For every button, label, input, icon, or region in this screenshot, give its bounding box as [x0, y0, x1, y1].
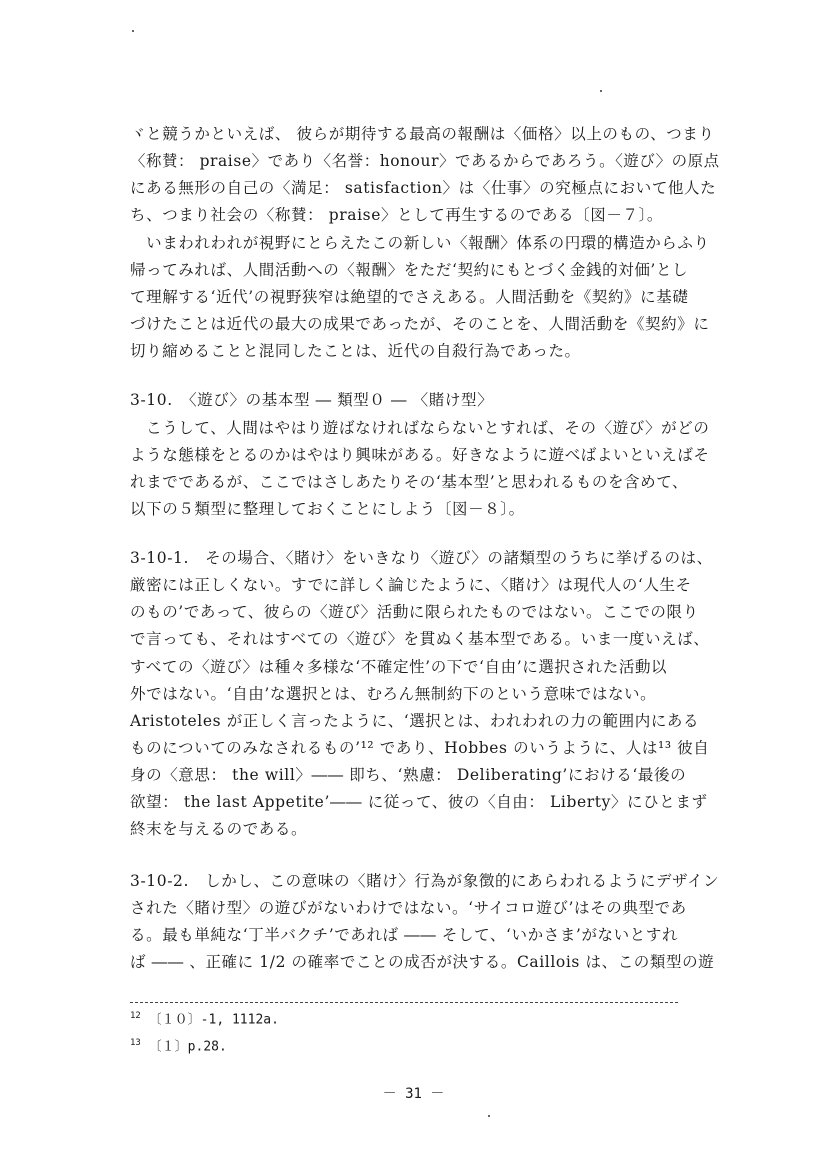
text-line: る。最も単純な‘丁半バクチ’であれば ―― そして、‘いかさま’がないとすれ: [130, 926, 679, 944]
text-line: れまでであるが、ここではさしあたりその‘基本型’と思われるものを含めて、: [130, 473, 689, 491]
text-line: 〈称賛： praise〉であり〈名誉：honour〉であるからであろう。〈遊び〉の原点: [130, 152, 720, 170]
page-number: － 31 －: [382, 1086, 445, 1102]
text-line: いまわれわれが視野にとらえたこの新しい〈報酬〉体系の円環的構造からふり: [130, 234, 710, 252]
text-line: て理解する‘近代’の視野狭窄は絶望的でさえある。人間活動を《契約》に基礎: [130, 288, 689, 306]
scan-speck: [600, 90, 602, 92]
text-line: 欲望： the last Appetite’―― に従って、彼の〈自由： Liberty〉にひとまず: [130, 793, 708, 811]
footnote-mark: 12: [130, 1011, 141, 1021]
text-line: 厳密には正しくない。すでに詳しく論じたように、〈賭け〉は現代人の‘人生そ: [130, 576, 692, 594]
text-line: Aristoteles が正しく言ったように、‘選択とは、われわれの力の範囲内にある: [130, 712, 700, 730]
text-line: すべての〈遊び〉は種々多様な‘不確定性’の下で‘自由’に選択された活動以: [130, 658, 668, 676]
section-heading: 3-10. 〈遊び〉の基本型 ― 類型０ ― 〈賭け型〉: [130, 391, 494, 409]
text-line: された〈賭け型〉の遊びがないわけではない。‘サイコロ遊び’はその典型であ: [130, 899, 687, 917]
text-line: づけたことは近代の最大の成果であったが、そのことを、人間活動を《契約》に: [130, 315, 710, 333]
text-line: 切り縮めることと混同したことは、近代の自殺行為であった。: [130, 342, 581, 360]
text-line: こうして、人間はやはり遊ばなければならないとすれば、その〈遊び〉がどの: [130, 419, 710, 437]
text-line: ち、つまり社会の〈称賛： praise〉として再生するのである〔図－７〕。: [130, 206, 664, 224]
footnote: [130, 1035, 227, 1055]
footnote: [130, 1008, 279, 1028]
text-line: ヾと競うかといえば、 彼らが期待する最高の報酬は〈価格〉以上のもの、つまり: [130, 125, 715, 143]
footnote-mark: 13: [130, 1038, 141, 1048]
text-line: 3-10-1. その場合、〈賭け〉をいきなり〈遊び〉の諸類型のうちに挙げるのは、: [130, 549, 713, 567]
scan-speck: [132, 30, 134, 32]
text-line: 帰ってみれば、人間活動への〈報酬〉をただ‘契約にもとづく金銭的対価’とし: [130, 261, 689, 279]
text-line: 以下の５類型に整理しておくことにしよう〔図－８〕。: [130, 500, 525, 518]
footnote-divider: [130, 1002, 678, 1003]
text-line: 外ではない。‘自由’な選択とは、むろん無制約下のという意味ではない。: [130, 685, 657, 703]
scan-speck: [488, 1115, 490, 1117]
text-line: で言っても、それはすべての〈遊び〉を貫ぬく基本型である。いま一度いえば、: [130, 630, 710, 648]
footnote-text: 〔１０〕-1, 1112a.: [148, 1012, 279, 1028]
text-line: ば ―― 、正確に 1/2 の確率でことの成否が決する。Caillois は、この類型の遊: [130, 953, 715, 971]
text-line: ような態様をとるのかはやはり興味がある。好きなように遊べばよいといえばそ: [130, 446, 710, 464]
text-line: のもの’であって、彼らの〈遊び〉活動に限られたものではない。ここでの限り: [130, 603, 699, 621]
text-line: にある無形の自己の〈満足： satisfaction〉は〈仕事〉の究極点において他人た: [130, 179, 717, 197]
text-line: ものについてのみなされるもの’¹² であり、Hobbes のいうように、人は¹³ 彼自: [130, 739, 710, 757]
text-line: 身の〈意思： the will〉―― 即ち、‘熟慮： Deliberating’における‘最後の: [130, 766, 687, 784]
text-line: 終末を与えるのである。: [130, 820, 308, 838]
footnote-text: 〔１〕p.28.: [148, 1039, 227, 1055]
text-line: 3-10-2. しかし、この意味の〈賭け〉行為が象徴的にあらわれるようにデザイン: [130, 872, 720, 890]
